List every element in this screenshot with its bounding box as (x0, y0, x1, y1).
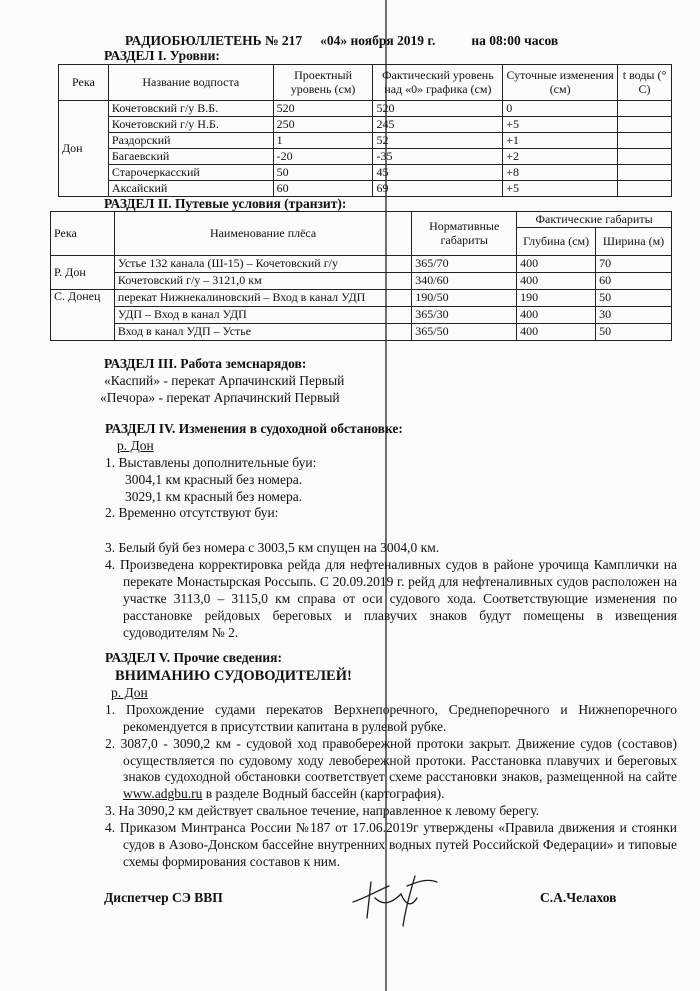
bulletin-date: «04» ноября 2019 г. (320, 33, 436, 48)
handwritten-signature (345, 868, 445, 928)
section4-item-4: 4. Произведена корректировка рейда для нефтеналивных судов в районе урочища Камплички на перекате Монастырская Россыпь. С 20.09.2019 г. рейд для нефтеналивных судов расположен на участке 3113,0 – 3115,0 км справа от оси судового хода. Соответствующие изменения по расстановке рейдовых береговых и плавучих знаков будут помещены в извещения судоводителям № 2. (105, 557, 677, 640)
table-row (59, 165, 672, 181)
dredger-line: «Каспий» - перекат Арпачинский Первый (104, 372, 345, 388)
post-cell: Кочетовский г/у В.Б. (108, 101, 273, 117)
section1-title: РАЗДЕЛ I. Уровни: (104, 48, 220, 63)
section5 (105, 650, 677, 871)
section5-item-4: 4. Приказом Минтранса России №187 от 17.06.2019г утверждены «Правила движения и стоянки судов в Азово-Донском бассейне внутренних водных путей Российской Федерации» и типовые схемы формирования составов к ним. (105, 820, 677, 869)
actual-cell: 245 (373, 117, 503, 133)
actual-cell: 520 (373, 101, 503, 117)
section4-item-3: 3. Белый буй без номера с 3003,5 км спущен на 3004,0 км. (105, 540, 440, 556)
section5-item-2-text: 2. 3087,0 - 3090,2 км - судовой ход правобережной протоки закрыт. Движение судов (составов) осуществляется по судовому ходу левобережной протоки. Расстановка плавучих и береговых знаков судоходной обстановки соответствует схеме расстановки знаков, размещенной на сайте (105, 735, 677, 785)
table-row (59, 181, 672, 197)
col-design-level: Проектный уровень (см) (273, 65, 373, 101)
design-cell: 60 (273, 181, 373, 197)
change-cell: +8 (503, 165, 618, 181)
section5-title: РАЗДЕЛ V. Прочие сведения: (105, 650, 282, 665)
section5-item-1: 1. Прохождение судами перекатов Верхнепоречного, Среднепоречного и Нижнепоречного рекомендуется в присутствии капитана в рулевой рубке. (105, 701, 677, 734)
table-row (59, 101, 672, 117)
river-cell: С. Донец (51, 290, 115, 341)
post-cell: Раздорский (108, 133, 273, 149)
depth-cell: 400 (517, 324, 596, 341)
design-cell: -20 (273, 149, 373, 165)
bulletin-title: РАДИОБЮЛЛЕТЕНЬ № 217 (125, 33, 303, 48)
post-cell: Старочеркасский (108, 165, 273, 181)
col-river: Река (59, 65, 109, 101)
change-cell: +1 (503, 133, 618, 149)
width-cell: 30 (596, 307, 672, 324)
width-cell: 60 (596, 273, 672, 290)
temp-cell (618, 117, 672, 133)
col-reach-name: Наименование плёса (114, 212, 411, 256)
col-river: Река (51, 212, 115, 256)
temp-cell (618, 165, 672, 181)
table-row (51, 256, 672, 273)
transit-table-header (51, 212, 672, 228)
col-water-temp: t воды (° C) (618, 65, 672, 101)
footer-position: Диспетчер СЭ ВВП (104, 890, 223, 905)
bulletin-time: на 08:00 часов (471, 33, 559, 48)
col-post-name: Название водпоста (108, 65, 273, 101)
post-cell: Кочетовский г/у Н.Б. (108, 117, 273, 133)
temp-cell (618, 133, 672, 149)
transit-table (50, 211, 672, 341)
depth-cell: 400 (517, 307, 596, 324)
actual-cell: 52 (373, 133, 503, 149)
norm-cell: 365/30 (412, 307, 517, 324)
change-cell: +2 (503, 149, 618, 165)
section5-subtitle: ВНИМАНИЮ СУДОВОДИТЕЛЕЙ! (115, 667, 352, 684)
post-cell: Багаевский (108, 149, 273, 165)
norm-cell: 365/70 (412, 256, 517, 273)
blank-line (105, 522, 677, 540)
post-cell: Аксайский (108, 181, 273, 197)
table-row (59, 133, 672, 149)
section4-river: р. Дон (117, 437, 154, 453)
norm-cell: 340/60 (412, 273, 517, 290)
temp-cell (618, 101, 672, 117)
buoy-line: 3004,1 км красный без номера. (125, 471, 303, 487)
section5-item-2-tail: в разделе Водный бассейн (картография). (202, 786, 445, 802)
section3-title: РАЗДЕЛ III. Работа земснарядов: (104, 356, 307, 371)
design-cell: 50 (273, 165, 373, 181)
actual-cell: -35 (373, 149, 503, 165)
temp-cell (618, 149, 672, 165)
col-actual-level: Фактический уровень над «0» графика (см) (373, 65, 503, 101)
section4-item-1: 1. Выставлены дополнительные буи: (105, 454, 317, 470)
table-row (59, 117, 672, 133)
design-cell: 520 (273, 101, 373, 117)
levels-table-header (59, 65, 672, 101)
section4-title: РАЗДЕЛ IV. Изменения в судоходной обстановке: (105, 421, 403, 436)
footer-signer-name: С.А.Челахов (540, 890, 617, 905)
actual-cell: 45 (373, 165, 503, 181)
section4-item-2: 2. Временно отсутствуют буи: (105, 505, 279, 521)
reach-cell: Кочетовский г/у – 3121,0 км (114, 273, 411, 290)
col-depth: Глубина (см) (517, 228, 596, 256)
norm-cell: 365/50 (412, 324, 517, 341)
table-row (59, 149, 672, 165)
section3 (90, 356, 680, 407)
dredger-line: «Печора» - перекат Арпачинский Первый (100, 389, 340, 405)
width-cell: 70 (596, 256, 672, 273)
section4 (105, 421, 677, 642)
site-link[interactable]: www.adgbu.ru (123, 786, 203, 802)
design-cell: 1 (273, 133, 373, 149)
col-actual-dims: Фактические габариты (517, 212, 672, 228)
depth-cell: 190 (517, 290, 596, 307)
col-width: Ширина (м) (596, 228, 672, 256)
width-cell: 50 (596, 290, 672, 307)
table-row (51, 273, 672, 290)
section2-title: РАЗДЕЛ II. Путевые условия (транзит): (104, 196, 347, 211)
table-row (51, 290, 672, 307)
change-cell: +5 (503, 181, 618, 197)
col-norm-dims: Нормативные габариты (412, 212, 517, 256)
buoy-line: 3029,1 км красный без номера. (125, 488, 303, 504)
design-cell: 250 (273, 117, 373, 133)
section5-river: р. Дон (111, 685, 148, 700)
col-daily-change: Суточные изменения (см) (503, 65, 618, 101)
table-row (51, 307, 672, 324)
reach-cell: перекат Нижнекалиновский – Вход в канал УДП (114, 290, 411, 307)
change-cell: 0 (503, 101, 618, 117)
reach-cell: Устье 132 канала (Ш-15) – Кочетовский г/у (114, 256, 411, 273)
depth-cell: 400 (517, 273, 596, 290)
levels-table (58, 64, 672, 197)
reach-cell: УДП – Вход в канал УДП (114, 307, 411, 324)
change-cell: +5 (503, 117, 618, 133)
river-cell: Р. Дон (51, 256, 115, 290)
reach-cell: Вход в канал УДП – Устье (114, 324, 411, 341)
section5-item-3: 3. На 3090,2 км действует свальное течение, направленное к левому берегу. (105, 803, 540, 819)
width-cell: 50 (596, 324, 672, 341)
temp-cell (618, 181, 672, 197)
actual-cell: 69 (373, 181, 503, 197)
section5-item-2 (105, 736, 677, 804)
river-cell: Дон (59, 101, 109, 197)
depth-cell: 400 (517, 256, 596, 273)
table-row (51, 324, 672, 341)
norm-cell: 190/50 (412, 290, 517, 307)
